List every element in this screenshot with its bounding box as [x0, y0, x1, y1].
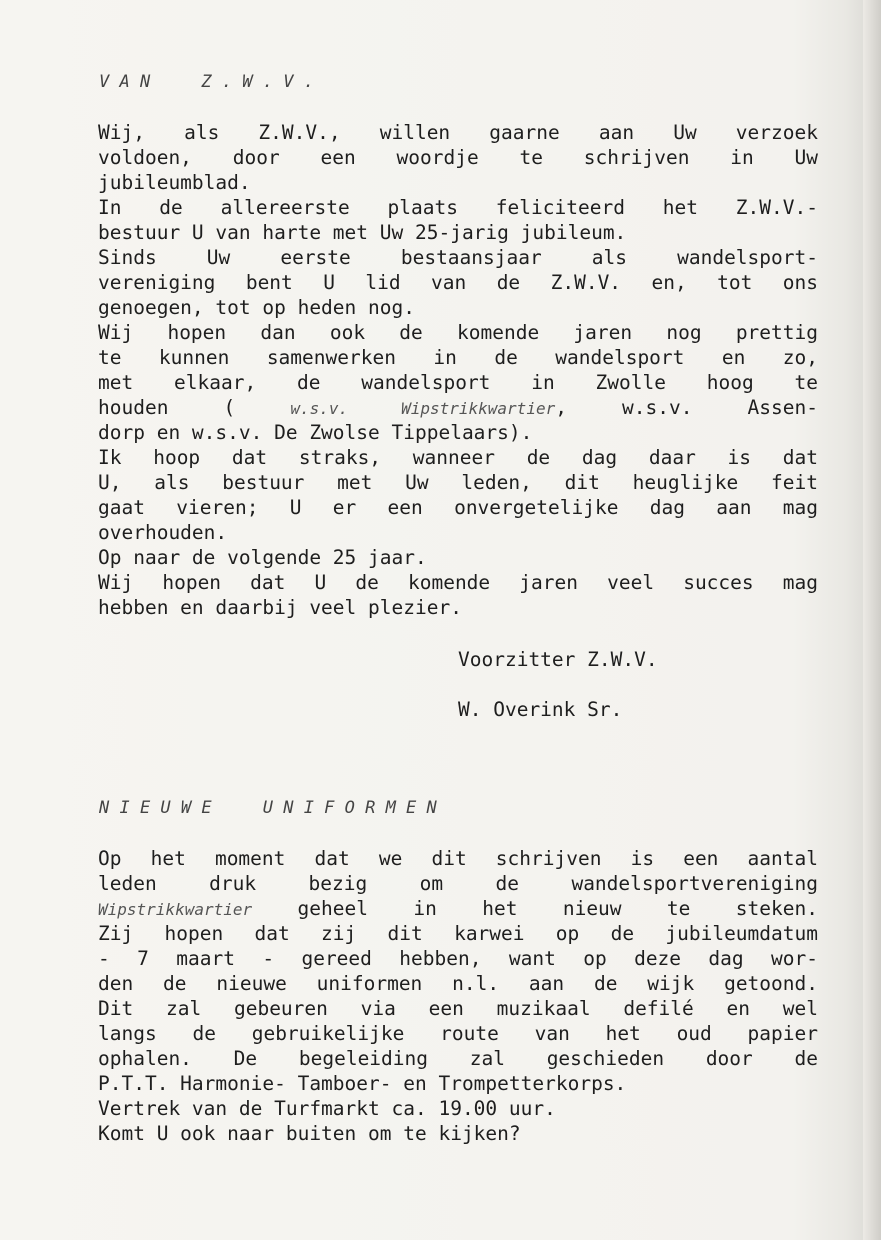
text-line	[98, 295, 818, 320]
text-segment: Wij, als Z.W.V., willen gaarne aan Uw verzoek	[98, 121, 818, 144]
italic-name: Wipstrikkwartier	[98, 900, 253, 919]
text-line	[98, 896, 818, 921]
text-segment: Komt U ook naar buiten om te kijken?	[98, 1122, 521, 1145]
text-line	[98, 921, 818, 946]
text-segment: P.T.T. Harmonie- Tamboer- en Trompetterkorps.	[98, 1072, 627, 1095]
text-segment: U, als bestuur met Uw leden, dit heuglijke feit	[98, 471, 818, 494]
section-body-zwv	[98, 120, 818, 620]
text-segment: gaat vieren; U er een onvergetelijke dag aan mag	[98, 496, 818, 519]
text-segment: overhouden.	[98, 521, 228, 544]
text-segment: Wij hopen dat U de komende jaren veel succes mag	[98, 571, 818, 594]
text-segment: voldoen, door een woordje te schrijven in Uw	[98, 146, 818, 169]
text-segment: - 7 maart - gereed hebben, want op deze dag wor-	[98, 947, 818, 970]
text-line	[98, 320, 818, 345]
text-line	[98, 420, 818, 445]
text-line	[98, 220, 818, 245]
text-line	[98, 846, 818, 871]
text-segment: leden druk bezig om de wandelsportvereniging	[98, 872, 818, 895]
page-spine-shadow	[863, 0, 881, 1240]
text-line	[98, 595, 818, 620]
text-segment: In de allereerste plaats feliciteerd het Z.W.V.-	[98, 196, 818, 219]
text-line	[98, 245, 818, 270]
text-line	[98, 270, 818, 295]
section-heading-zwv: V A N Z . W . V .	[99, 72, 314, 92]
text-line	[98, 545, 818, 570]
text-segment: Op het moment dat we dit schrijven is een aantal	[98, 847, 818, 870]
text-segment: , w.s.v. Assen-	[555, 396, 818, 419]
text-segment: Vertrek van de Turfmarkt ca. 19.00 uur.	[98, 1097, 556, 1120]
text-segment: dorp en w.s.v. De Zwolse Tippelaars).	[98, 421, 533, 444]
text-line	[98, 395, 818, 420]
text-segment: den de nieuwe uniformen n.l. aan de wijk getoond.	[98, 972, 818, 995]
section-heading-uniformen: N I E U W E U N I F O R M E N	[99, 798, 437, 818]
text-line	[98, 1121, 818, 1146]
text-segment: houden (	[98, 396, 291, 419]
text-segment: te kunnen samenwerken in de wandelsport en zo,	[98, 346, 818, 369]
text-line	[98, 570, 818, 595]
text-segment: Sinds Uw eerste bestaansjaar als wandelsport-	[98, 246, 818, 269]
text-line	[98, 120, 818, 145]
text-line	[98, 520, 818, 545]
text-segment: hebben en daarbij veel plezier.	[98, 596, 462, 619]
text-line	[98, 871, 818, 896]
text-segment: Zij hopen dat zij dit karwei op de jubileumdatum	[98, 922, 818, 945]
text-line	[98, 1071, 818, 1096]
text-line	[98, 971, 818, 996]
text-line	[98, 1021, 818, 1046]
text-segment: Wij hopen dan ook de komende jaren nog prettig	[98, 321, 818, 344]
text-line	[98, 495, 818, 520]
text-segment: genoegen, tot op heden nog.	[98, 296, 415, 319]
text-segment: met elkaar, de wandelsport in Zwolle hoog te	[98, 371, 818, 394]
text-segment: jubileumblad.	[98, 171, 251, 194]
text-segment: Ik hoop dat straks, wanneer de dag daar is dat	[98, 446, 818, 469]
text-segment: bestuur U van harte met Uw 25-jarig jubileum.	[98, 221, 627, 244]
text-line	[98, 470, 818, 495]
text-line	[98, 370, 818, 395]
text-segment: langs de gebruikelijke route van het oud papier	[98, 1022, 818, 1045]
text-line	[98, 170, 818, 195]
text-segment: Dit zal gebeuren via een muzikaal defilé en wel	[98, 997, 818, 1020]
text-segment: geheel in het nieuw te steken.	[252, 897, 818, 920]
text-line	[98, 996, 818, 1021]
text-segment: ophalen. De begeleiding zal geschieden door de	[98, 1047, 818, 1070]
signature-name: W. Overink Sr.	[458, 698, 623, 721]
text-segment: vereniging bent U lid van de Z.W.V. en, tot ons	[98, 271, 818, 294]
text-line	[98, 1096, 818, 1121]
text-line	[98, 1046, 818, 1071]
italic-name: w.s.v. Wipstrikkwartier	[290, 399, 556, 418]
text-segment: Op naar de volgende 25 jaar.	[98, 546, 427, 569]
text-line	[98, 145, 818, 170]
text-line	[98, 946, 818, 971]
text-line	[98, 195, 818, 220]
signature-title: Voorzitter Z.W.V.	[458, 648, 658, 671]
text-line	[98, 345, 818, 370]
text-line	[98, 445, 818, 470]
section-body-uniformen	[98, 846, 818, 1146]
